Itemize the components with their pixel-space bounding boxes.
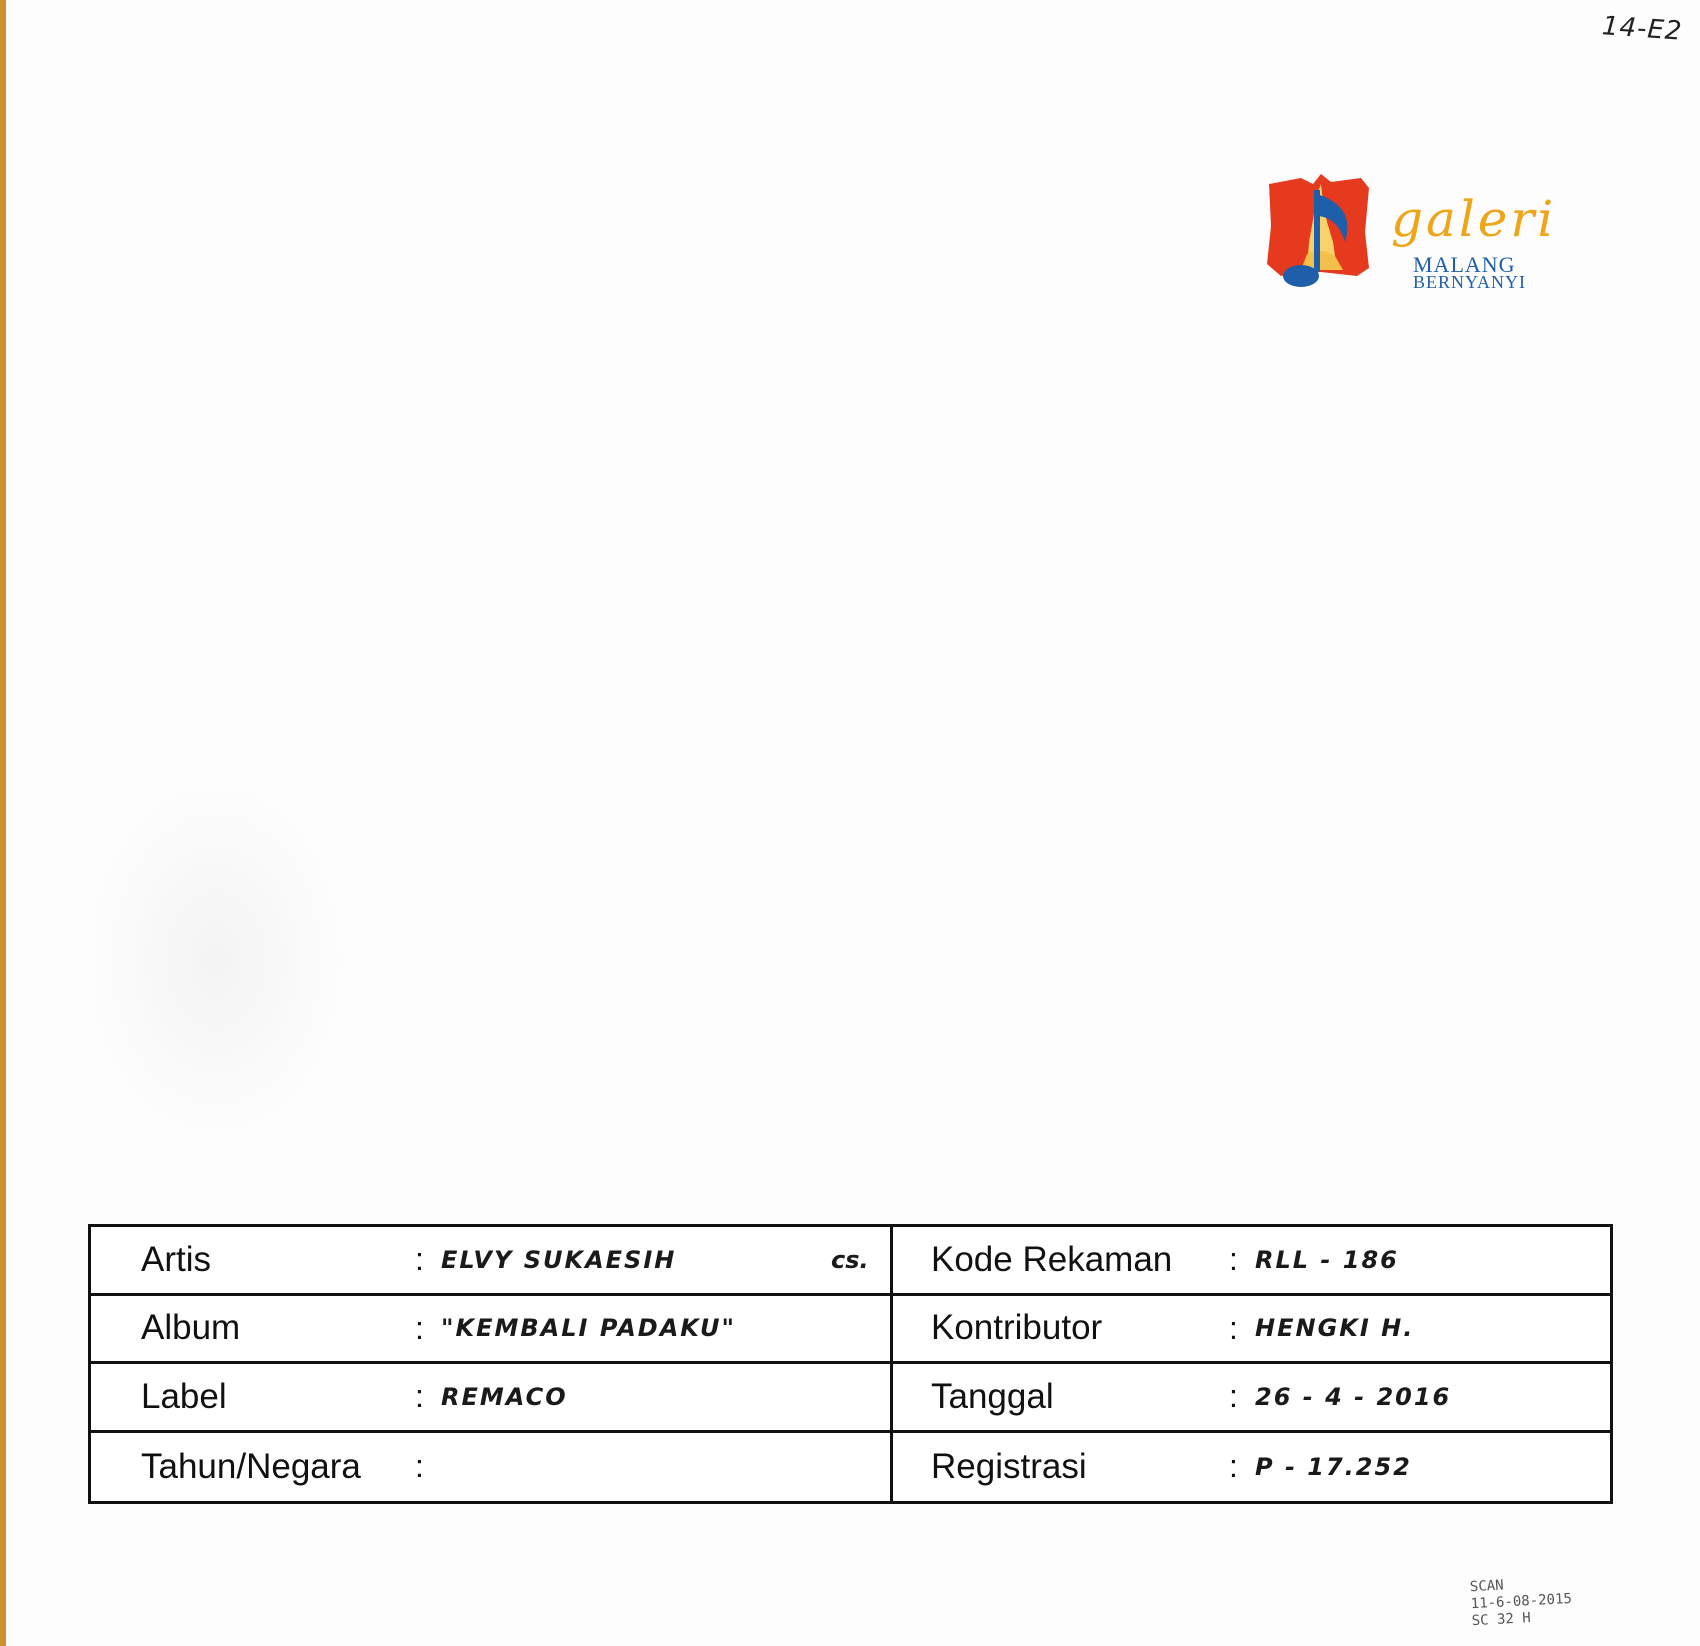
tanggal-value: 26 - 4 - 2016 — [1255, 1382, 1452, 1411]
label-value: REMACO — [441, 1382, 568, 1411]
stamp-line-3: SC 32 H — [1471, 1610, 1532, 1630]
album-colon: : — [415, 1309, 424, 1346]
page-smudge — [86, 780, 346, 1140]
label-colon: : — [415, 1378, 424, 1415]
record-info-table — [88, 1224, 1613, 1504]
kontributor-label: Kontributor — [931, 1308, 1103, 1348]
album-label: Album — [141, 1308, 241, 1348]
music-note-logo-icon — [1261, 172, 1391, 302]
artis-value: ELVY SUKAESIH — [441, 1245, 677, 1274]
album-cell — [91, 1296, 893, 1365]
artis-cell — [91, 1227, 893, 1296]
artis-suffix: cs. — [831, 1245, 869, 1274]
tanggal-colon: : — [1229, 1378, 1238, 1415]
logo-word: galeri — [1391, 190, 1557, 248]
kode-rekaman-label: Kode Rekaman — [931, 1239, 1173, 1279]
handwritten-corner-note: 14-E2 — [1600, 11, 1683, 47]
logo-line-bernyanyi: BERNYANYI — [1413, 272, 1527, 292]
registrasi-value: P - 17.252 — [1255, 1452, 1412, 1481]
kode-rekaman-cell — [893, 1227, 1610, 1296]
label-cell — [91, 1364, 893, 1433]
album-value: "KEMBALI PADAKU" — [441, 1314, 737, 1343]
artis-label: Artis — [141, 1239, 211, 1279]
handwritten-scan-stamp — [1470, 1571, 1633, 1639]
artis-colon: : — [415, 1241, 424, 1278]
kode-rekaman-colon: : — [1229, 1241, 1238, 1278]
galeri-malang-bernyanyi-logo — [1261, 172, 1561, 302]
kode-rekaman-value: RLL - 186 — [1255, 1245, 1399, 1274]
registrasi-cell — [893, 1433, 1610, 1502]
tanggal-cell — [893, 1364, 1610, 1433]
tanggal-label: Tanggal — [931, 1376, 1054, 1416]
kontributor-cell — [893, 1296, 1610, 1365]
stamp-line-1: SCAN — [1469, 1577, 1505, 1596]
stamp-line-2: 11-6-08-2015 — [1470, 1590, 1573, 1613]
tahun-negara-label: Tahun/Negara — [141, 1446, 361, 1486]
tahun-negara-cell — [91, 1433, 893, 1502]
label-label: Label — [141, 1376, 227, 1416]
tahun-negara-colon: : — [415, 1448, 424, 1485]
registrasi-label: Registrasi — [931, 1446, 1087, 1486]
kontributor-colon: : — [1229, 1309, 1238, 1346]
registrasi-colon: : — [1229, 1448, 1238, 1485]
kontributor-value: HENGKI H. — [1255, 1314, 1415, 1343]
logo-line-malang: MALANG — [1413, 252, 1516, 277]
